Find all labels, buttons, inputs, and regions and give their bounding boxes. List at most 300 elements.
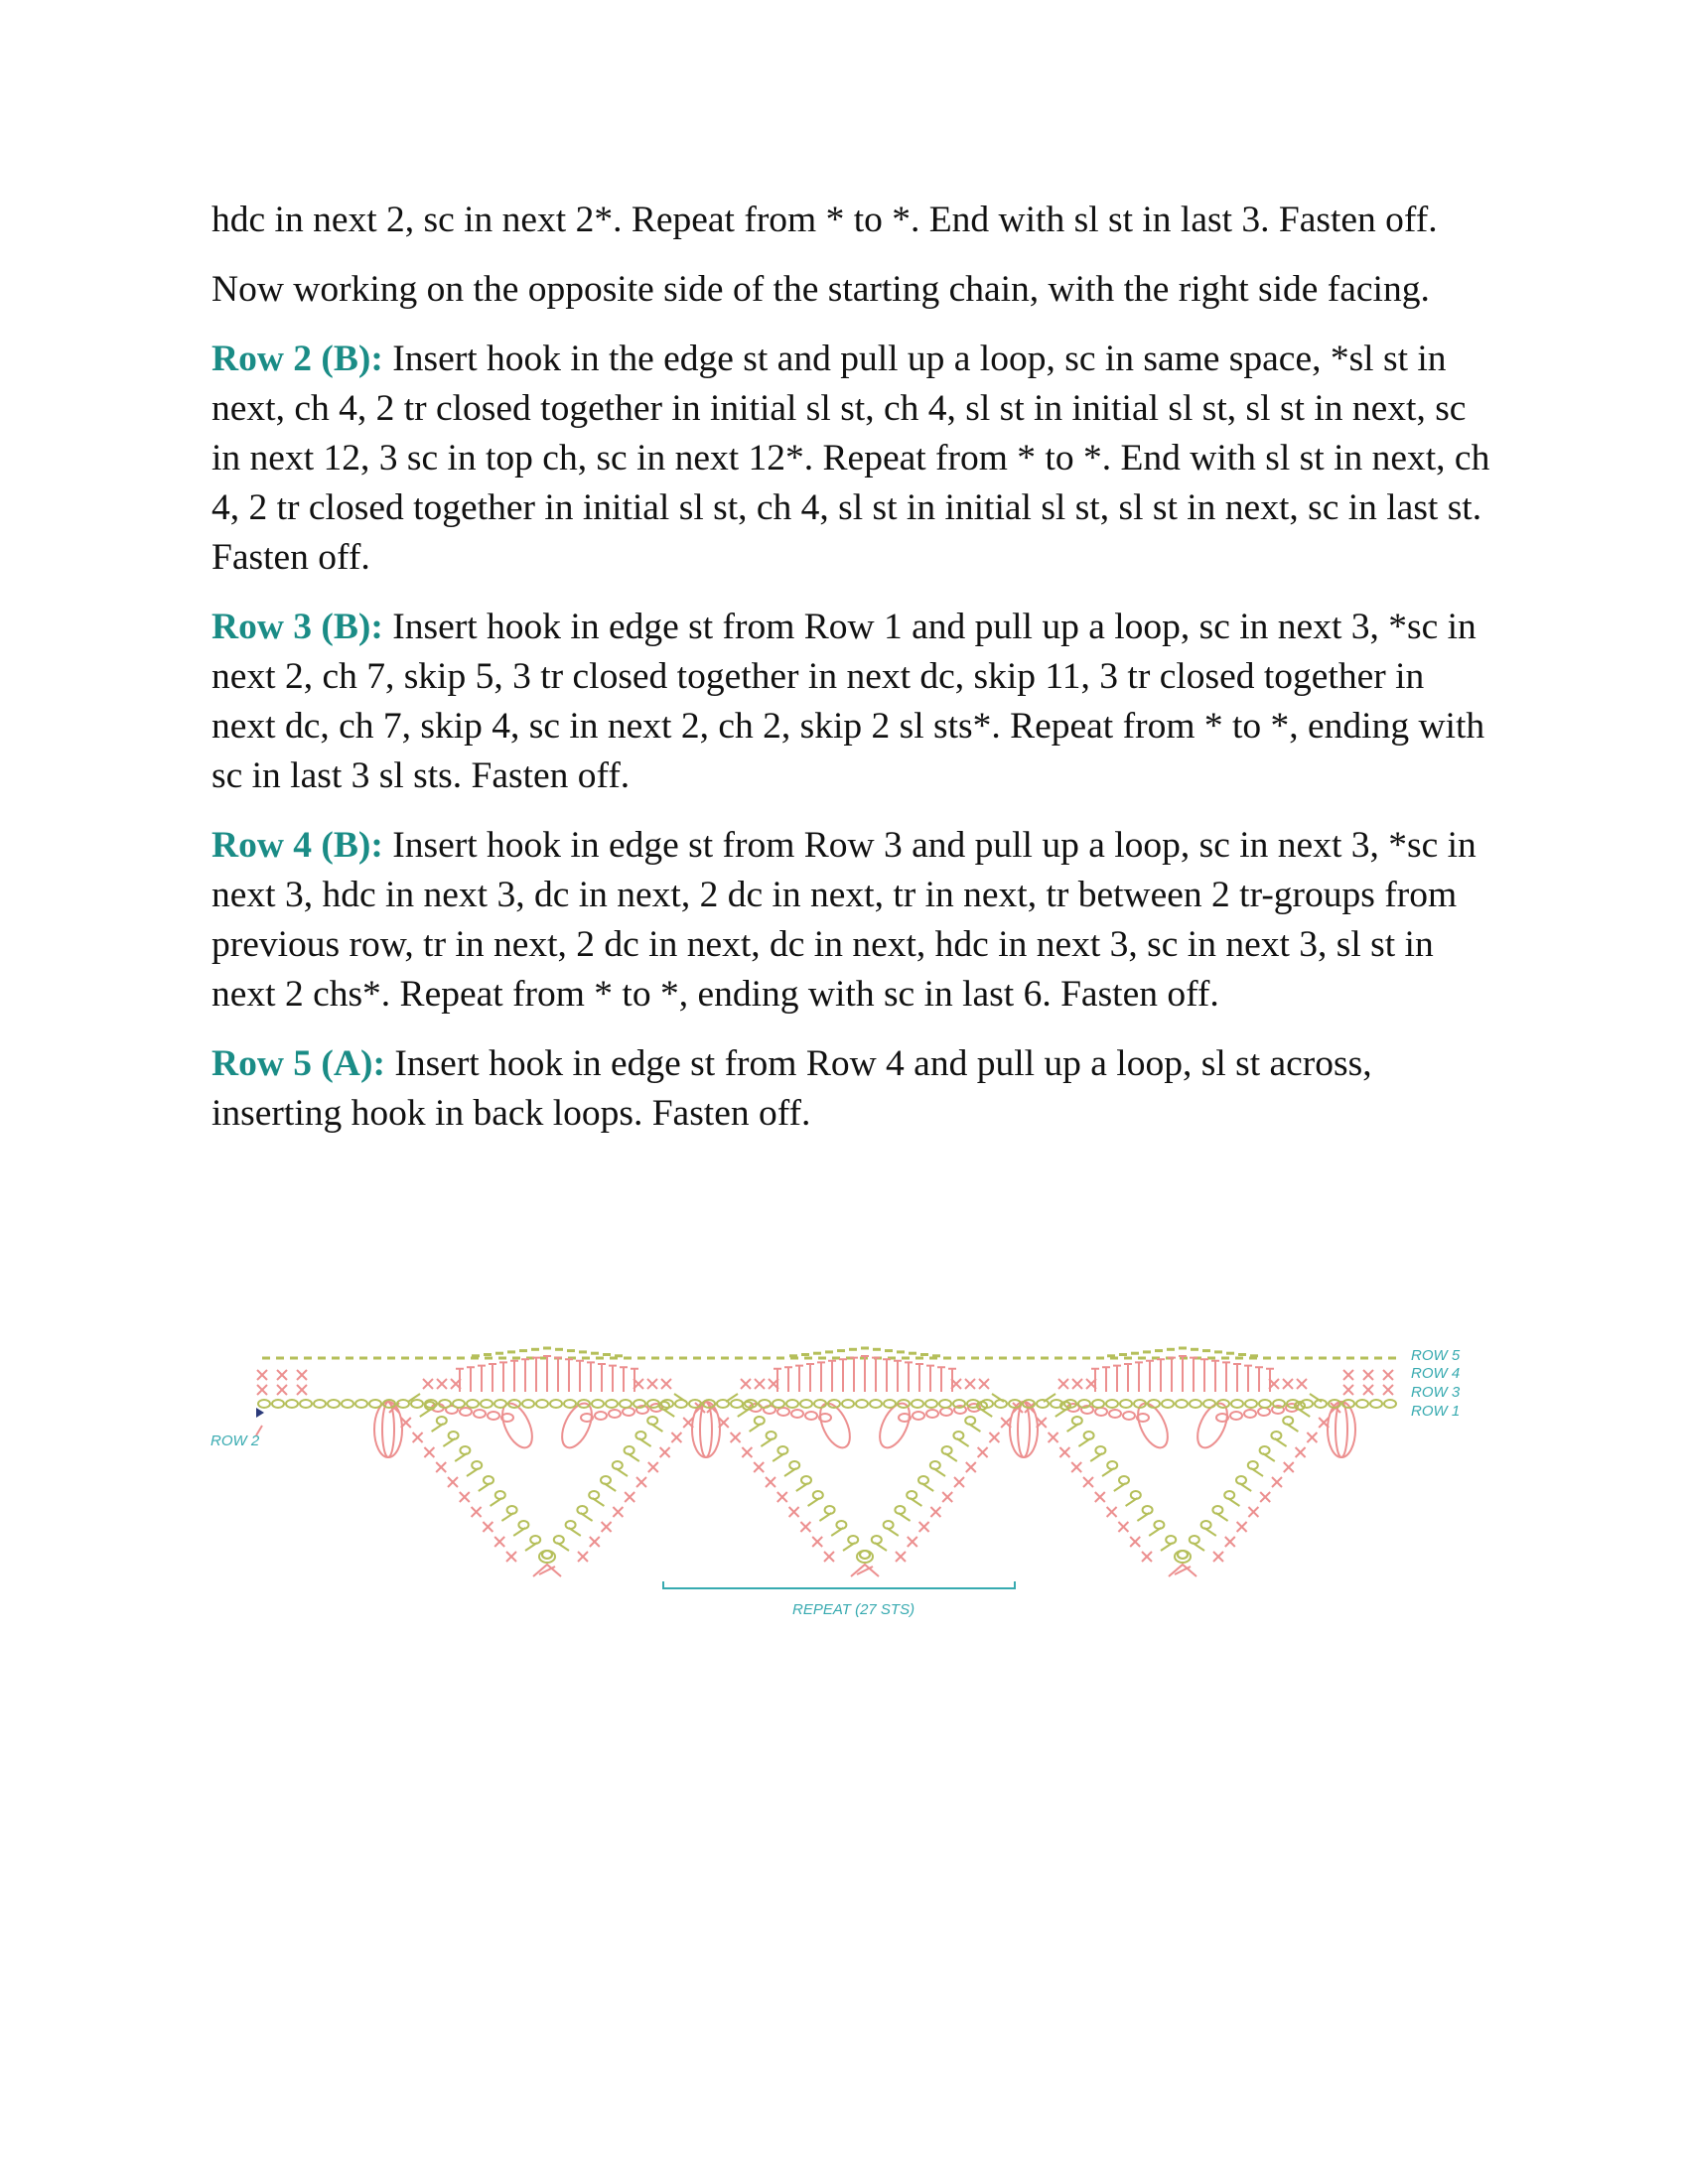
row-1-base-chain — [717, 1400, 729, 1408]
row-1-base-chain — [272, 1400, 284, 1408]
row-2-sc-left — [1095, 1492, 1105, 1502]
row-1-base-chain — [300, 1400, 312, 1408]
row-1-base-chain — [1356, 1400, 1368, 1408]
row-4-side-sc — [1297, 1379, 1307, 1389]
row-2-sc-right — [1225, 1537, 1235, 1547]
row-1-dc-right — [662, 1409, 674, 1417]
row-1-dc-right — [650, 1424, 662, 1432]
row-1-dc-right — [1263, 1453, 1275, 1461]
row-2-sc-left — [812, 1537, 822, 1547]
row-1-dc-left — [773, 1453, 784, 1461]
row-4-side-sc — [755, 1379, 765, 1389]
row-1-base-chain — [1037, 1400, 1049, 1408]
row-2-sc-right — [578, 1552, 588, 1562]
row-3-chain — [791, 1410, 803, 1418]
row-1-chain-left — [1154, 1521, 1164, 1529]
row-2-picot — [374, 1402, 402, 1457]
row-1-dc-right — [875, 1543, 887, 1551]
row-2-sc-left — [506, 1552, 516, 1562]
row-1-chain-right — [613, 1461, 623, 1469]
row-1-base-chain — [1203, 1400, 1215, 1408]
row-1-base-chain — [620, 1400, 632, 1408]
row-1-dc-right — [1227, 1498, 1239, 1506]
row-2-sc-right — [978, 1447, 988, 1457]
row-1-chain-left — [1095, 1446, 1105, 1454]
row-3-sc-mark — [1343, 1385, 1353, 1395]
row-1-base-chain — [925, 1400, 937, 1408]
row-2-picot-inner — [382, 1402, 394, 1457]
row-3-sc-mark — [1363, 1385, 1373, 1395]
row-2-sc-left — [1118, 1522, 1128, 1532]
row-2-sc-right — [942, 1492, 952, 1502]
row-2-sc-left — [1049, 1433, 1058, 1442]
row-4-tall-stitch — [883, 1359, 891, 1392]
row-2-sc-right — [1237, 1522, 1247, 1532]
row-1-chain-left — [777, 1446, 787, 1454]
row-1-dc-left — [443, 1438, 455, 1446]
row-4-tall-stitch — [565, 1359, 573, 1392]
row-1-chain-left — [472, 1461, 482, 1469]
row-2-sc-right — [1284, 1462, 1294, 1472]
row-1-base-chain — [939, 1400, 951, 1408]
paragraph-row-5 — [211, 1039, 1492, 1139]
row-1-base-chain — [1231, 1400, 1243, 1408]
row-4-sc-mark — [297, 1370, 307, 1380]
row-2-label: Row 2 (B): — [211, 339, 383, 379]
row-4-tall-stitch — [510, 1361, 518, 1392]
row-3-chart-label: ROW 3 — [1411, 1384, 1461, 1401]
row-1-base-chain — [1301, 1400, 1313, 1408]
row-4-side-sc — [979, 1379, 989, 1389]
row-4-tall-stitch — [489, 1364, 496, 1392]
row-1-base-chain — [550, 1400, 562, 1408]
row-1-dc-right — [1286, 1424, 1298, 1432]
row-3-label: Row 3 (B): — [211, 607, 383, 647]
row-1-dc-left — [513, 1528, 525, 1536]
row-1-base-chain — [1370, 1400, 1382, 1408]
row-1-dc-left — [1067, 1424, 1079, 1432]
row-4-tall-stitch — [1168, 1358, 1176, 1392]
row-2-sc-right — [625, 1492, 634, 1502]
row-4-tall-stitch — [1113, 1366, 1121, 1392]
row-1-bottom-chain — [1175, 1551, 1191, 1563]
row-1-base-chain — [286, 1400, 298, 1408]
row-1-base-chain — [800, 1400, 812, 1408]
row-1-base-chain — [1190, 1400, 1201, 1408]
row-2-sc-right — [1307, 1433, 1317, 1442]
row-1-dc-right — [628, 1453, 639, 1461]
row-1-dc-left — [1161, 1543, 1173, 1551]
row-2-sc-left — [800, 1522, 810, 1532]
row-2-sc-right — [908, 1537, 917, 1547]
row-1-base-chain — [773, 1400, 784, 1408]
repeat-bracket — [663, 1581, 1015, 1588]
row-1-chain-right — [1248, 1461, 1258, 1469]
row-5-chart-label: ROW 5 — [1411, 1347, 1461, 1364]
row-1-chain-right — [647, 1417, 657, 1425]
row-1-dc-right — [887, 1528, 899, 1536]
row-1-base-chain — [912, 1400, 923, 1408]
row-2-sc-right — [602, 1522, 612, 1532]
row-2-sc-left — [448, 1477, 458, 1487]
row-4-tall-stitch — [532, 1358, 540, 1392]
row-1-base-chain — [1259, 1400, 1271, 1408]
row-4-sc-mark — [1343, 1370, 1353, 1380]
row-4-tall-stitch — [894, 1361, 902, 1392]
row-1-chain-left — [1166, 1536, 1176, 1544]
row-1-chain-left — [1072, 1417, 1082, 1425]
row-3-sc-mark — [297, 1385, 307, 1395]
row-4-chart-label: ROW 4 — [1411, 1365, 1461, 1382]
row-2-chart-label: ROW 2 — [211, 1433, 260, 1449]
row-1-chain-left — [460, 1446, 470, 1454]
row-4-tall-stitch — [1190, 1358, 1197, 1392]
repeat-label: REPEAT (27 STS) — [792, 1601, 915, 1618]
row-1-dc-left — [501, 1513, 513, 1521]
row-4-tall-stitch — [905, 1362, 913, 1392]
row-1-dc-right — [581, 1513, 593, 1521]
row-3-chain — [623, 1408, 634, 1416]
row-1-dc-left — [1078, 1438, 1090, 1446]
row-1-chain-right — [895, 1506, 905, 1514]
row-1-base-chain — [884, 1400, 896, 1408]
row-1-chain-left — [1084, 1432, 1094, 1439]
row-1-dc-left — [738, 1409, 750, 1417]
row-4-sc-mark — [277, 1370, 287, 1380]
row-4-side-sc — [437, 1379, 447, 1389]
row-1-base-chain — [536, 1400, 548, 1408]
row-1-dc-right — [1216, 1513, 1228, 1521]
row-2-sc-right — [636, 1477, 646, 1487]
row-4-tall-stitch — [784, 1367, 792, 1392]
row-1-chain-left — [767, 1432, 776, 1439]
row-2-sc-left — [742, 1447, 752, 1457]
row-1-chain-right — [1201, 1521, 1211, 1529]
row-4-sc-mark — [1383, 1370, 1393, 1380]
row-4-tall-stitch — [839, 1359, 847, 1392]
row-5-text: Insert hook in edge st from Row 4 and pull up a loop, sl st across, inserting hook in back loops. Fasten off. — [211, 1043, 1372, 1134]
row-1-base-chain — [411, 1400, 423, 1408]
row-1-chain-left — [1107, 1461, 1117, 1469]
row-1-dc-right — [1239, 1483, 1251, 1491]
row-4-tall-stitch — [1200, 1359, 1208, 1392]
row-3-chain — [913, 1412, 924, 1420]
row-1-chain-right — [601, 1476, 611, 1484]
row-3-chain — [805, 1412, 817, 1420]
row-2-sc-right — [1272, 1477, 1282, 1487]
row-2-sc-left — [1083, 1477, 1093, 1487]
row-3-chain — [940, 1408, 952, 1416]
row-1-dc-left — [525, 1543, 537, 1551]
row-1-chain-right — [577, 1506, 587, 1514]
row-4-tall-stitch — [554, 1358, 562, 1392]
row-1-base-chain — [1245, 1400, 1257, 1408]
row-2-sc-left — [424, 1447, 434, 1457]
row-4-tall-stitch — [609, 1366, 617, 1392]
row-4-tall-stitch — [1211, 1361, 1219, 1392]
row-1-dc-left — [1090, 1453, 1102, 1461]
row-1-chain-right — [1236, 1476, 1246, 1484]
row-3-sc-mark — [277, 1385, 287, 1395]
row-1-base-chain — [522, 1400, 534, 1408]
row-4-tall-stitch — [915, 1364, 923, 1392]
row-4-tall-stitch — [872, 1358, 880, 1392]
row-2-sc-left — [1059, 1447, 1069, 1457]
row-1-dc-left — [491, 1498, 502, 1506]
row-2-sc-right — [671, 1433, 681, 1442]
row-1-dc-left — [432, 1424, 444, 1432]
row-4-tall-stitch — [478, 1366, 486, 1392]
row-1-base-chain — [467, 1400, 479, 1408]
row-1-chain-left — [518, 1521, 528, 1529]
row-2-picot-inner — [1336, 1402, 1347, 1457]
row-2-sc-right — [919, 1522, 929, 1532]
row-5-label: Row 5 (A): — [211, 1043, 385, 1084]
row-4-tall-stitch — [1255, 1367, 1263, 1392]
row-4-tall-stitch — [1124, 1364, 1132, 1392]
row-1-dc-right — [1193, 1543, 1204, 1551]
row-1-base-chain — [842, 1400, 854, 1408]
row-4-label: Row 4 (B): — [211, 825, 383, 866]
row-1-dc-right — [1204, 1528, 1216, 1536]
row-1-dc-right — [1251, 1468, 1263, 1476]
row-2-sc-right — [989, 1433, 999, 1442]
row-2-sc-left — [754, 1462, 764, 1472]
row-1-dc-left — [1149, 1528, 1161, 1536]
row-3-chain — [1109, 1410, 1121, 1418]
row-1-chain-right — [942, 1446, 952, 1454]
row-4-tall-stitch — [828, 1361, 836, 1392]
row-4-tall-stitch — [576, 1361, 584, 1392]
row-2-sc-left — [472, 1507, 482, 1517]
row-3-chain — [1258, 1408, 1270, 1416]
row-4-tall-stitch — [1233, 1364, 1241, 1392]
row-2-picot-inner — [700, 1402, 712, 1457]
row-1-chain-left — [825, 1506, 835, 1514]
row-1-dc-right — [557, 1543, 569, 1551]
row-1-base-chain — [1384, 1400, 1396, 1408]
row-1-chain-left — [1143, 1506, 1153, 1514]
row-4-tall-stitch — [1102, 1367, 1110, 1392]
row-4-tall-stitch — [1179, 1356, 1187, 1392]
row-3-sc-mark — [1383, 1385, 1393, 1395]
row-1-dc-left — [467, 1468, 479, 1476]
row-1-dc-right — [569, 1528, 581, 1536]
row-2-sc-right — [954, 1477, 964, 1487]
row-2-sc-left — [1142, 1552, 1152, 1562]
row-1-dc-right — [604, 1483, 616, 1491]
row-2-picot — [692, 1402, 720, 1457]
row-1-base-chain — [328, 1400, 340, 1408]
row-2-sc-left — [1071, 1462, 1081, 1472]
row-4-tall-stitch — [467, 1367, 475, 1392]
row-1-base-chain — [1176, 1400, 1188, 1408]
row-2-bottom-3sc — [851, 1565, 879, 1576]
row-2-sc-left — [460, 1492, 470, 1502]
row-1-base-chain — [314, 1400, 326, 1408]
row-1-chain-right — [965, 1417, 975, 1425]
row-2-sc-left — [824, 1552, 834, 1562]
row-2-sc-right — [1296, 1447, 1306, 1457]
row-4-side-sc — [1058, 1379, 1068, 1389]
row-4-side-sc — [1072, 1379, 1082, 1389]
paragraph-row-2 — [211, 335, 1492, 583]
row-1-base-chain — [369, 1400, 381, 1408]
row-1-base-chain — [856, 1400, 868, 1408]
row-1-dc-left — [455, 1453, 467, 1461]
row-1-chain-left — [530, 1536, 540, 1544]
row-2-sc-right — [896, 1552, 906, 1562]
row-2-sc-right — [660, 1447, 670, 1457]
row-1-chain-right — [566, 1521, 576, 1529]
row-4-tall-stitch — [926, 1366, 934, 1392]
row-1-base-chain — [355, 1400, 367, 1408]
row-1-chain-left — [755, 1417, 765, 1425]
row-1-chain-left — [1119, 1476, 1129, 1484]
row-1-dc-right — [592, 1498, 604, 1506]
row-4-side-sc — [647, 1379, 657, 1389]
row-1-dc-right — [957, 1438, 969, 1446]
row-2-picot — [1010, 1402, 1038, 1457]
paragraph-opposite-side: Now working on the opposite side of the starting chain, with the right side facing. — [211, 269, 1430, 310]
row-1-chain-right — [930, 1461, 940, 1469]
row-4-tall-stitch — [1146, 1361, 1154, 1392]
row-1-base-chain — [481, 1400, 492, 1408]
row-1-chain-right — [1224, 1491, 1234, 1499]
row-4-tall-stitch — [521, 1359, 529, 1392]
row-1-dc-right — [899, 1513, 911, 1521]
row-1-chain-right — [589, 1491, 599, 1499]
row-1-base-chain — [494, 1400, 506, 1408]
row-2-bottom-3sc — [533, 1565, 561, 1576]
row-2-sc-left — [1107, 1507, 1117, 1517]
row-1-chain-right — [872, 1536, 882, 1544]
row-4-text: Insert hook in edge st from Row 3 and pull up a loop, sc in next 3, *sc in next 3, hdc in next 3, dc in next, 2 dc in next, tr in next, tr between 2 tr-groups from previous row, tr in next, 2 dc in next, dc in next, hdc in next 3, sc in next 3, sl st in next 2 chs*. Repeat from * to *, ending with sc in last 6. Fasten off. — [211, 825, 1477, 1015]
row-4-tall-stitch — [543, 1356, 551, 1392]
row-2-sc-left — [766, 1477, 775, 1487]
pattern-text — [211, 196, 1492, 1159]
row-1-dc-left — [1126, 1498, 1138, 1506]
row-3-tr-group — [556, 1399, 598, 1452]
row-3-chain — [474, 1410, 486, 1418]
row-1-chain-left — [848, 1536, 858, 1544]
row-1-dc-right — [1298, 1409, 1310, 1417]
row-3-sc-mark — [257, 1385, 267, 1395]
row-4-tall-stitch — [795, 1366, 803, 1392]
row-2-sc-left — [789, 1507, 799, 1517]
row-1-base-chain — [453, 1400, 465, 1408]
row-1-chain-left — [437, 1417, 447, 1425]
row-4-tall-stitch — [861, 1356, 869, 1392]
row-1-dc-right — [616, 1468, 628, 1476]
row-1-chain-right — [554, 1536, 564, 1544]
row-1-base-chain — [731, 1400, 743, 1408]
row-1-base-chain — [786, 1400, 798, 1408]
row-4-tall-stitch — [1135, 1362, 1143, 1392]
paragraph-row-4 — [211, 821, 1492, 1020]
row-4-side-sc — [965, 1379, 975, 1389]
row-1-dc-right — [639, 1438, 651, 1446]
row-1-base-chain — [1106, 1400, 1118, 1408]
row-2-sc-left — [1130, 1537, 1140, 1547]
row-2-sc-right — [1213, 1552, 1223, 1562]
row-1-bottom-chain — [539, 1551, 555, 1563]
row-3-chain — [595, 1412, 607, 1420]
row-1-dc-right — [968, 1424, 980, 1432]
row-3-chain — [1095, 1408, 1107, 1416]
row-2-sc-left — [483, 1522, 492, 1532]
row-4-tall-stitch — [1222, 1362, 1230, 1392]
row-4-tall-stitch — [817, 1362, 825, 1392]
row-1-dc-right — [980, 1409, 992, 1417]
row-2-sc-right — [613, 1507, 623, 1517]
row-1-chain-left — [1131, 1491, 1141, 1499]
row-1-dc-left — [1055, 1409, 1067, 1417]
crochet-stitch-chart — [205, 1330, 1485, 1648]
row-1-base-chain — [342, 1400, 353, 1408]
row-1-chain-left — [495, 1491, 505, 1499]
row-4-tall-stitch — [1244, 1366, 1252, 1392]
row-4-side-sc — [661, 1379, 671, 1389]
row-1-base-chain — [606, 1400, 618, 1408]
row-1-chain-left — [801, 1476, 811, 1484]
row-1-dc-left — [750, 1424, 762, 1432]
row-1-base-chain — [1092, 1400, 1104, 1408]
row-1-dc-left — [1102, 1468, 1114, 1476]
row-4-tall-stitch — [937, 1367, 945, 1392]
row-2-start-marker — [256, 1408, 264, 1418]
chart-motifs — [257, 1348, 1396, 1576]
row-1-chain-right — [1212, 1506, 1222, 1514]
row-2-sc-right — [930, 1507, 940, 1517]
row-4-side-sc — [741, 1379, 751, 1389]
row-3-chain — [460, 1408, 472, 1416]
row-1-chain-right — [907, 1491, 916, 1499]
row-1-base-chain — [870, 1400, 882, 1408]
row-1-dc-left — [1137, 1513, 1149, 1521]
row-3-chain — [1244, 1410, 1256, 1418]
row-2-text: Insert hook in the edge st and pull up a loop, sc in same space, *sl st in next, ch 4, 2 tr closed together in initial sl st, ch 4, sl st in initial sl st, sl st in next, sc in next 12, 3 sc in top ch, sc in next 12*. Repeat from * to *. End with sl st in next, ch 4, 2 tr closed together in initial sl st, ch 4, sl st in initial sl st, sl st in next, sc in last st. Fasten off. — [211, 339, 1490, 578]
row-1-dc-left — [808, 1498, 820, 1506]
row-3-text: Insert hook in edge st from Row 1 and pull up a loop, sc in next 3, *sc in next 2, ch 7, skip 5, 3 tr closed together in next dc, skip 11, 3 tr closed together in next dc, ch 7, skip 4, sc in next 2, ch 2, skip 2 sl sts*. Repeat from * to *, ending with sc in last 3 sl sts. Fasten off. — [211, 607, 1485, 796]
row-4-tall-stitch — [587, 1362, 595, 1392]
row-1-dc-right — [945, 1453, 957, 1461]
row-4-tall-stitch — [1157, 1359, 1165, 1392]
row-3-chain — [1230, 1412, 1242, 1420]
row-4-tall-stitch — [620, 1367, 628, 1392]
row-2-sc-right — [648, 1462, 658, 1472]
row-1-dc-right — [910, 1498, 921, 1506]
row-3-chain — [609, 1410, 621, 1418]
row-2-bottom-3sc — [1169, 1565, 1196, 1576]
row-1-bottom-chain — [857, 1551, 873, 1563]
row-2-picot — [1328, 1402, 1355, 1457]
row-1-chain-left — [449, 1432, 459, 1439]
row-1-dc-left — [831, 1528, 843, 1536]
row-1-chain-right — [953, 1432, 963, 1439]
row-1-base-chain — [1120, 1400, 1132, 1408]
row-1-chain-right — [918, 1476, 928, 1484]
row-1-chain-right — [884, 1521, 894, 1529]
row-2-sc-right — [966, 1462, 976, 1472]
row-1-chain-right — [1260, 1446, 1270, 1454]
row-1-chain-left — [836, 1521, 846, 1529]
row-1-base-chain — [564, 1400, 576, 1408]
row-1-dc-left — [819, 1513, 831, 1521]
row-4-tall-stitch — [806, 1364, 814, 1392]
row-2-sc-left — [494, 1537, 504, 1547]
row-1-dc-left — [843, 1543, 855, 1551]
